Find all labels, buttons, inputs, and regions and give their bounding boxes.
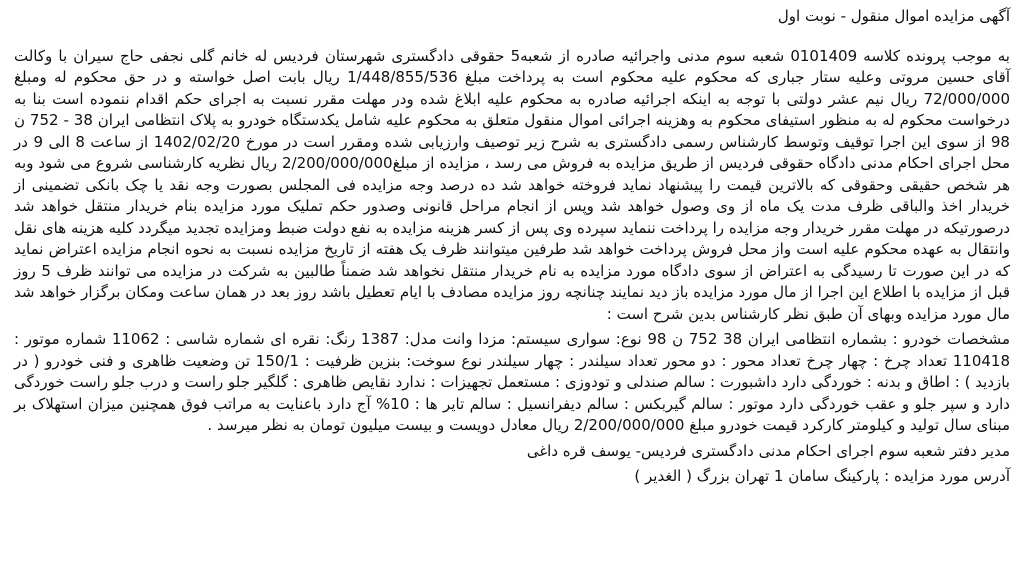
signature-line: مدیر دفتر شعبه سوم اجرای احکام مدنی دادگستری فردیس- یوسف قره داغی (526, 441, 1010, 460)
notice-body: به موجب پرونده کلاسه 0101409 شعبه سوم مدنی واجرائیه صادره از شعبه5 حقوقی دادگستری شهرستان فردیس له خانم گلی نجفی حاج سیران با وکالت آقای حسین مروتی وعلیه ستار جباری که محکوم علیه محکوم است به پرداخت مبلغ 1/448/855/536 ریال بابت اصل خواسته و در حق محکوم له ومبلغ 72/000/000 ریال نیم عشر دولتی با توجه به اینکه اجرائیه صادره به محکوم علیه ابلاغ شده ودر مهلت مقرر نسبت به اجرای حکم اقدام ننموده است بنا به درخواست محکوم له به منظور استیفای محکوم به وهزینه اجرائی اموال منقول متعلق به محکوم علیه شامل یکدستگاه خودرو به پلاک انتظامی ایران 38 - 752 ن 98 از سوی این اجرا توقیف وتوسط کارشناس رسمی دادگستری به شرح زیر توصیف وارزیابی شده ومقرر است در مورخ 1402/02/20 از ساعت 8 الی 9 در محل اجرای احکام مدنی دادگاه حقوقی فردیس از طریق مزایده به فروش می رسد ، مزایده از مبلغ2/200/000/000 ریال نظریه کارشناسی شروع می شود وبه هر شخص حقیقی وحقوقی که بالاترین قیمت را پیشنهاد نماید فروخته خواهد شد ده درصد وجه مزایده فی المجلس بصورت وجه نقد یا چک بانکی تضمینی از خریدار اخذ والباقی ظرف مدت یک ماه از وی وصول خواهد شد وپس از انجام مراحل قانونی وصدور حکم تملیک مورد مزایده بنام خریدار منتقل خواهد شد درصورتیکه در مهلت مقرر خریدار وجه مزایده را پرداخت ننماید سپرده وی پس از کسر هزینه مزایده به نفع دولت ضبط ومزایده تجدید میگردد کلیه هزینه های نقل وانتقال به عهده محکوم علیه است واز محل فروش پرداخت خواهد شد طرفین میتوانند ظرف یک هفته از تاریخ مزایده نسبت به نحوه انجام مزایده اعتراض نماید که در این صورت تا رسیدگی به اعتراض از سوی دادگاه مورد مزایده به نام خریدار منتقل نخواهد شد ضمناً طالبین به شرکت در مزایده می توانند ظرف 5 روز قبل از مزایده با اطلاع این اجرا از مال مورد مزایده باز دید نمایند چنانچه روز مزایده مصادف با ایام تعطیل باشد روز بعد در همان ساعت ومکان برگزار خواهد شد مال مورد مزایده وبهای آن طبق نظر کارشناس بدین شرح است : (14, 46, 1011, 323)
notice-title: آگهی مزایده اموال منقول - نوبت اول (777, 7, 1010, 25)
vehicle-specs: مشخصات خودرو : بشماره انتظامی ایران 38 752 ن 98 نوع: سواری سیستم: مزدا وانت مدل: 1387 رنگ: نقره ای شماره شاسی : 11062 شماره موتور : 110418 تعداد چرخ : چهار چرخ تعداد محور : دو محور تعداد سیلندر : چهار سیلندر نوع سوخت: بنزین ظرفیت : 150/1 تن وضعیت ظاهری و فنی خودرو ( در بازدید ) : اطاق و بدنه : خوردگی دارد داشبورت : سالم صندلی و تودوزی : مستعمل تجهیزات : ندارد نقایص ظاهری : گلگیر جلو راست و درب جلو راست خوردگی دارد و سپر جلو و عقب خوردگی دارد موتور : سالم گیربکس : سالم دیفرانسیل : سالم تایر ها : 10% آج دارد باعنایت به مراتب فوق همچنین میزان استهلاک بر مبنای سال تولید و کیلومتر کارکرد قیمت خودرو مبلغ 2/200/000/000 ریال معادل دویست و بیست میلیون تومان به نظر میرسد . (14, 330, 1010, 434)
auction-address: آدرس مورد مزایده : پارکینگ سامان 1 تهران بزرگ ( الغدیر ) (634, 467, 1010, 485)
